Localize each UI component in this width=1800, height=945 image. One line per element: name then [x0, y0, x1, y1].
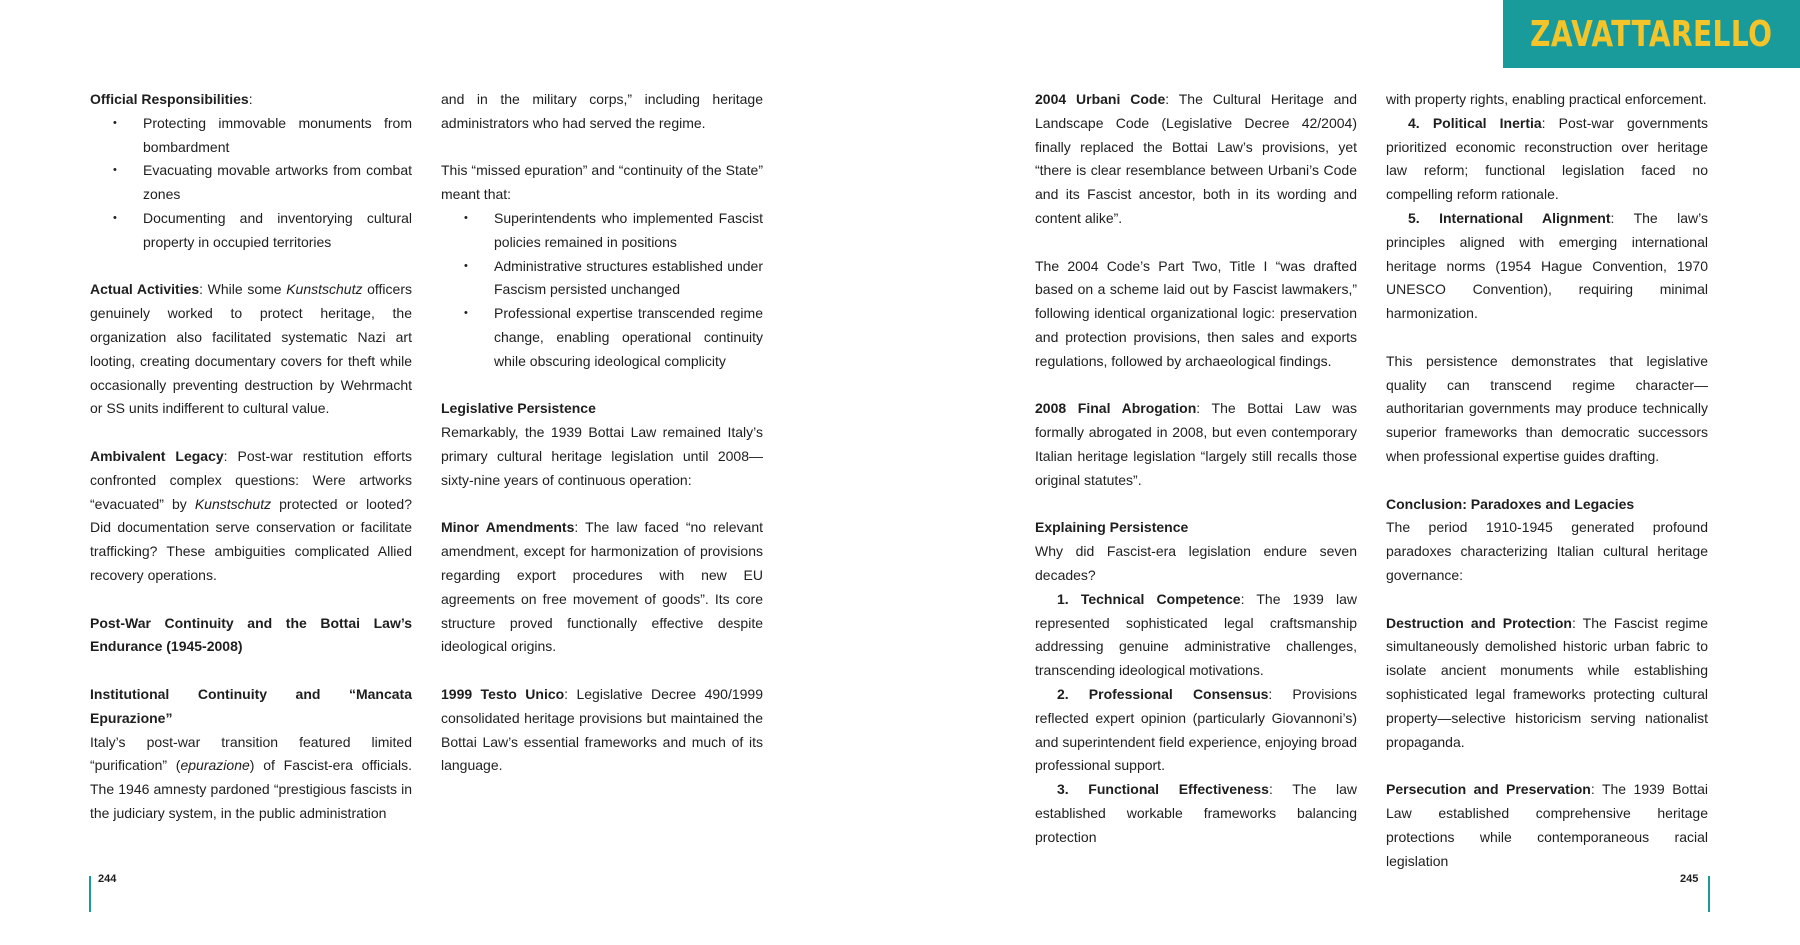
list-item: • Superintendents who implemented Fascist policies remained in positions [441, 207, 763, 255]
final-abrogation-paragraph: 2008 Final Abrogation: The Bottai Law was formally abrogated in 2008, but even contemporary Italian heritage legislation “largely still recalls those original statutes”. [1035, 400, 1357, 488]
author-title: ZAVATTARELLO [1530, 13, 1773, 55]
left-page-rule [89, 876, 91, 912]
list-item: • Documenting and inventorying cultural property in occupied territories [90, 207, 412, 255]
part-two-paragraph: The 2004 Code’s Part Two, Title I “was drafted based on a scheme laid out by Fascist lawmakers,” following identical organizational logic: preservation and protection provisions, then sales and exports regulations, followed by archaeological findings. [1035, 257, 1357, 369]
political-inertia-paragraph: 4. Political Inertia: Post-war governments prioritized economic reconstruction over heritage law reform; functional legislation faced no compelling reform rationale. [1386, 114, 1708, 203]
urbani-code-paragraph: 2004 Urbani Code: The Cultural Heritage and Landscape Code (Legislative Decree 42/2004) finally replaced the Bottai Law’s provisions, yet “there is clear resemblance between Urbani’s Code and its Fascist ancestor, both in its wording and content alike”. [1035, 91, 1357, 226]
subsection-heading: Explaining Persistence [1035, 519, 1189, 536]
right-page-column-2 [1386, 88, 1708, 873]
official-responsibilities-paragraph: Official Responsibilities: [90, 91, 253, 107]
testo-unico-paragraph: 1999 Testo Unico: Legislative Decree 490/1999 consolidated heritage provisions but maintained the Bottai Law’s essential frameworks and much of its language. [441, 685, 763, 774]
continuation-paragraph: and in the military corps,” including heritage administrators who had served the regime. [441, 91, 763, 131]
missed-epuration-paragraph: This “missed epuration” and “continuity of the State” meant that: [441, 162, 763, 203]
explaining-persistence-paragraph: Why did Fascist-era legislation endure seven decades? [1035, 543, 1357, 583]
conclusion-paragraph: The period 1910-1945 generated profound paradoxes characterizing Italian cultural heritage governance: [1386, 519, 1708, 583]
subsection-heading: Conclusion: Paradoxes and Legacies [1386, 495, 1635, 512]
left-page-column-2 [441, 88, 763, 778]
persecution-preservation-paragraph: Persecution and Preservation: The 1939 Bottai Law established comprehensive heritage protections while contemporaneous racial legislation [1386, 781, 1708, 869]
left-page-number: 244 [98, 873, 117, 885]
minor-amendments-paragraph: Minor Amendments: The law faced “no relevant amendment, except for harmonization of provisions regarding export procedures with new EU agreements on free movement of goods”. Its core structure proved functionally effective despite ideological origins. [441, 519, 764, 655]
international-alignment-paragraph: 5. International Alignment: The law’s principles aligned with emerging international heritage norms (1954 Hague Convention, 1970 UNESCO Convention), requiring minimal harmonization. [1386, 209, 1709, 322]
section-heading: Post-War Continuity and the Bottai Law’s Endurance (1945-2008) [90, 614, 412, 655]
institutional-continuity-paragraph: Italy’s post-war transition featured limited “purification” (epurazione) of Fascist-era officials. The 1946 amnesty pardoned “prestigious fascists in the judiciary system, in the public administration [90, 733, 412, 821]
left-page-column-1 [90, 88, 412, 826]
legislative-persistence-paragraph: Remarkably, the 1939 Bottai Law remained Italy’s primary cultural heritage legislation until 2008—sixty-nine years of continuous operation: [441, 424, 763, 488]
continuation-paragraph: with property rights, enabling practical enforcement. [1386, 91, 1707, 107]
official-responsibilities-list [90, 112, 412, 255]
right-page-column-1 [1035, 88, 1357, 850]
technical-competence-paragraph: 1. Technical Competence: The 1939 law represented sophisticated legal craftsmanship addressing genuine administrative challenges, transcending ideological motivations. [1035, 590, 1357, 679]
list-item: • Protecting immovable monuments from bombardment [90, 112, 412, 160]
official-responsibilities-title: Official Responsibilities [90, 91, 249, 107]
list-item: • Evacuating movable artworks from combat zones [90, 159, 412, 207]
continuity-list [441, 207, 763, 374]
actual-activities-paragraph: Actual Activities: While some Kunstschutz officers genuinely worked to protect heritage, the organization also facilitated systematic Nazi art looting, creating documentary covers for theft while occasionally preventing destruction by Wehrmacht or SS units indifferent to cultural value. [90, 281, 412, 417]
author-banner [1503, 0, 1800, 68]
subsection-heading: Institutional Continuity and “Mancata Epurazione” [90, 685, 412, 726]
professional-consensus-paragraph: 2. Professional Consensus: Provisions reflected expert opinion (particularly Giovannoni’s) and superintendent field experience, enjoying broad professional support. [1035, 685, 1357, 774]
right-page-number: 245 [1680, 873, 1699, 885]
ambivalent-legacy-paragraph: Ambivalent Legacy: Post-war restitution efforts confronted complex questions: Were artworks “evacuated” by Kunstschutz protected or looted? Did documentation serve conservation or facilitate trafficking? These ambiguities complicated Allied recovery operations. [90, 447, 413, 583]
subsection-heading: Legislative Persistence [441, 400, 596, 417]
right-page-rule [1708, 876, 1710, 912]
functional-effectiveness-paragraph: 3. Functional Effectiveness: The law established workable frameworks balancing protection [1035, 781, 1358, 845]
list-item: • Administrative structures established under Fascism persisted unchanged [441, 255, 763, 303]
list-item: • Professional expertise transcended regime change, enabling operational continuity while obscuring ideological complicity [441, 302, 763, 373]
persistence-paragraph: This persistence demonstrates that legislative quality can transcend regime character—authoritarian governments may produce technically superior frameworks than democratic successors when professional expertise guides drafting. [1386, 352, 1708, 464]
destruction-protection-paragraph: Destruction and Protection: The Fascist regime simultaneously demolished historic urban fabric to isolate ancient monuments while establishing sophisticated legal frameworks protecting cultural property—selective historicism serving nationalist propaganda. [1386, 614, 1708, 750]
